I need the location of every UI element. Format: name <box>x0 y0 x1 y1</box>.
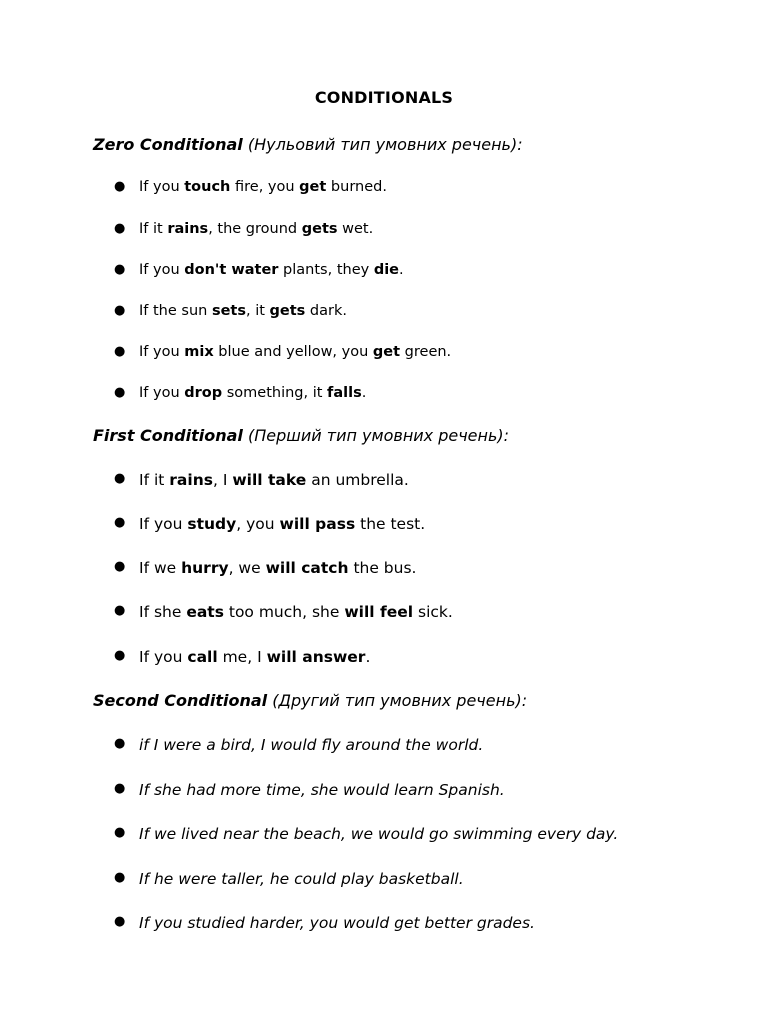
example-sentence <box>139 914 535 932</box>
verb-form: gets <box>269 303 306 319</box>
example-sentence <box>139 179 387 195</box>
sentence-text: . <box>361 385 367 401</box>
sentence-text: If you <box>139 648 188 666</box>
verb-form: will pass <box>279 515 356 533</box>
bullet-icon: ● <box>114 870 126 885</box>
sentence-text: , I <box>212 471 233 489</box>
sentence-text: If it <box>139 221 168 237</box>
zero-conditional-heading <box>93 135 523 154</box>
example-sentence <box>139 344 451 360</box>
sentence-text: If she <box>139 603 187 621</box>
verb-form: hurry <box>181 559 229 577</box>
verb-form: get <box>372 344 401 360</box>
bullet-icon: ● <box>114 914 126 929</box>
sentence-text: , the ground <box>208 221 302 237</box>
example-sentence <box>139 262 404 278</box>
bullet-icon: ● <box>114 344 126 359</box>
verb-form: get <box>299 179 327 195</box>
example-sentence <box>139 385 366 401</box>
verb-form: mix <box>184 344 214 360</box>
sentence-text: If the sun <box>139 303 212 319</box>
sentence-text: wet. <box>337 221 374 237</box>
bullet-icon: ● <box>114 648 126 663</box>
first-conditional-heading <box>93 426 509 445</box>
sentence-text: . <box>399 262 404 278</box>
sentence-text: If you studied harder, you would get better grades. <box>139 914 535 932</box>
example-sentence <box>139 221 373 237</box>
bullet-icon: ● <box>114 515 126 530</box>
heading-term: Zero Conditional <box>93 135 243 154</box>
verb-form: will take <box>232 471 307 489</box>
example-sentence <box>139 870 464 888</box>
verb-form: will feel <box>344 603 414 621</box>
verb-form: rains <box>169 471 213 489</box>
bullet-icon: ● <box>114 385 126 400</box>
example-sentence <box>139 559 416 577</box>
example-sentence <box>139 648 370 666</box>
heading-translation: (Перший тип умовних речень): <box>242 426 510 445</box>
sentence-text: If we lived near the beach, we would go swimming every day. <box>139 825 619 843</box>
sentence-text: If she had more time, she would learn Spanish. <box>139 781 505 799</box>
verb-form: drop <box>184 385 223 401</box>
verb-form: die <box>373 262 399 278</box>
sentence-text: If you <box>139 179 185 195</box>
bullet-icon: ● <box>114 825 126 840</box>
sentence-text: the bus. <box>348 559 417 577</box>
sentence-text: too much, she <box>223 603 345 621</box>
page-title: CONDITIONALS <box>314 88 454 107</box>
sentence-text: . <box>365 648 371 666</box>
bullet-icon: ● <box>114 221 126 236</box>
sentence-text: If we <box>139 559 182 577</box>
sentence-text: plants, they <box>278 262 374 278</box>
sentence-text: me, I <box>217 648 267 666</box>
sentence-text: the test. <box>355 515 426 533</box>
verb-form: touch <box>184 179 231 195</box>
sentence-text: , we <box>228 559 266 577</box>
bullet-icon: ● <box>114 603 126 618</box>
bullet-icon: ● <box>114 179 126 194</box>
example-sentence <box>139 303 347 319</box>
second-conditional-heading <box>93 691 527 710</box>
heading-translation: (Другий тип умовних речень): <box>267 691 528 710</box>
sentence-text: If you <box>139 385 185 401</box>
example-sentence <box>139 603 453 621</box>
bullet-icon: ● <box>114 559 126 574</box>
example-sentence <box>139 515 425 533</box>
bullet-icon: ● <box>114 471 126 486</box>
sentence-text: If he were taller, he could play basketball. <box>139 870 464 888</box>
verb-form: eats <box>186 603 224 621</box>
sentence-text: If you <box>139 344 185 360</box>
example-sentence <box>139 825 618 843</box>
verb-form: falls <box>327 385 362 401</box>
verb-form: gets <box>301 221 338 237</box>
sentence-text: green. <box>400 344 452 360</box>
verb-form: call <box>187 648 218 666</box>
example-sentence <box>139 736 483 754</box>
example-sentence <box>139 781 505 799</box>
bullet-icon: ● <box>114 303 126 318</box>
sentence-text: If you <box>139 262 185 278</box>
sentence-text: burned. <box>326 179 387 195</box>
sentence-text: if I were a bird, I would fly around the world. <box>139 736 484 754</box>
bullet-icon: ● <box>114 781 126 796</box>
sentence-text: , it <box>245 303 270 319</box>
heading-translation: (Нульовий тип умовних речень): <box>242 135 523 154</box>
sentence-text: If you <box>139 515 188 533</box>
sentence-text: sick. <box>413 603 453 621</box>
heading-term: First Conditional <box>93 426 243 445</box>
sentence-text: dark. <box>305 303 347 319</box>
sentence-text: , you <box>236 515 280 533</box>
heading-term: Second Conditional <box>93 691 268 710</box>
bullet-icon: ● <box>114 262 126 277</box>
sentence-text: blue and yellow, you <box>213 344 373 360</box>
example-sentence <box>139 471 409 489</box>
sentence-text: fire, you <box>230 179 300 195</box>
sentence-text: If it <box>139 471 170 489</box>
sentence-text: an umbrella. <box>306 471 409 489</box>
verb-form: sets <box>211 303 246 319</box>
verb-form: study <box>187 515 237 533</box>
sentence-text: something, it <box>222 385 328 401</box>
bullet-icon: ● <box>114 736 126 751</box>
verb-form: rains <box>167 221 209 237</box>
verb-form: will answer <box>266 648 366 666</box>
verb-form: will catch <box>265 559 349 577</box>
verb-form: don't water <box>184 262 279 278</box>
